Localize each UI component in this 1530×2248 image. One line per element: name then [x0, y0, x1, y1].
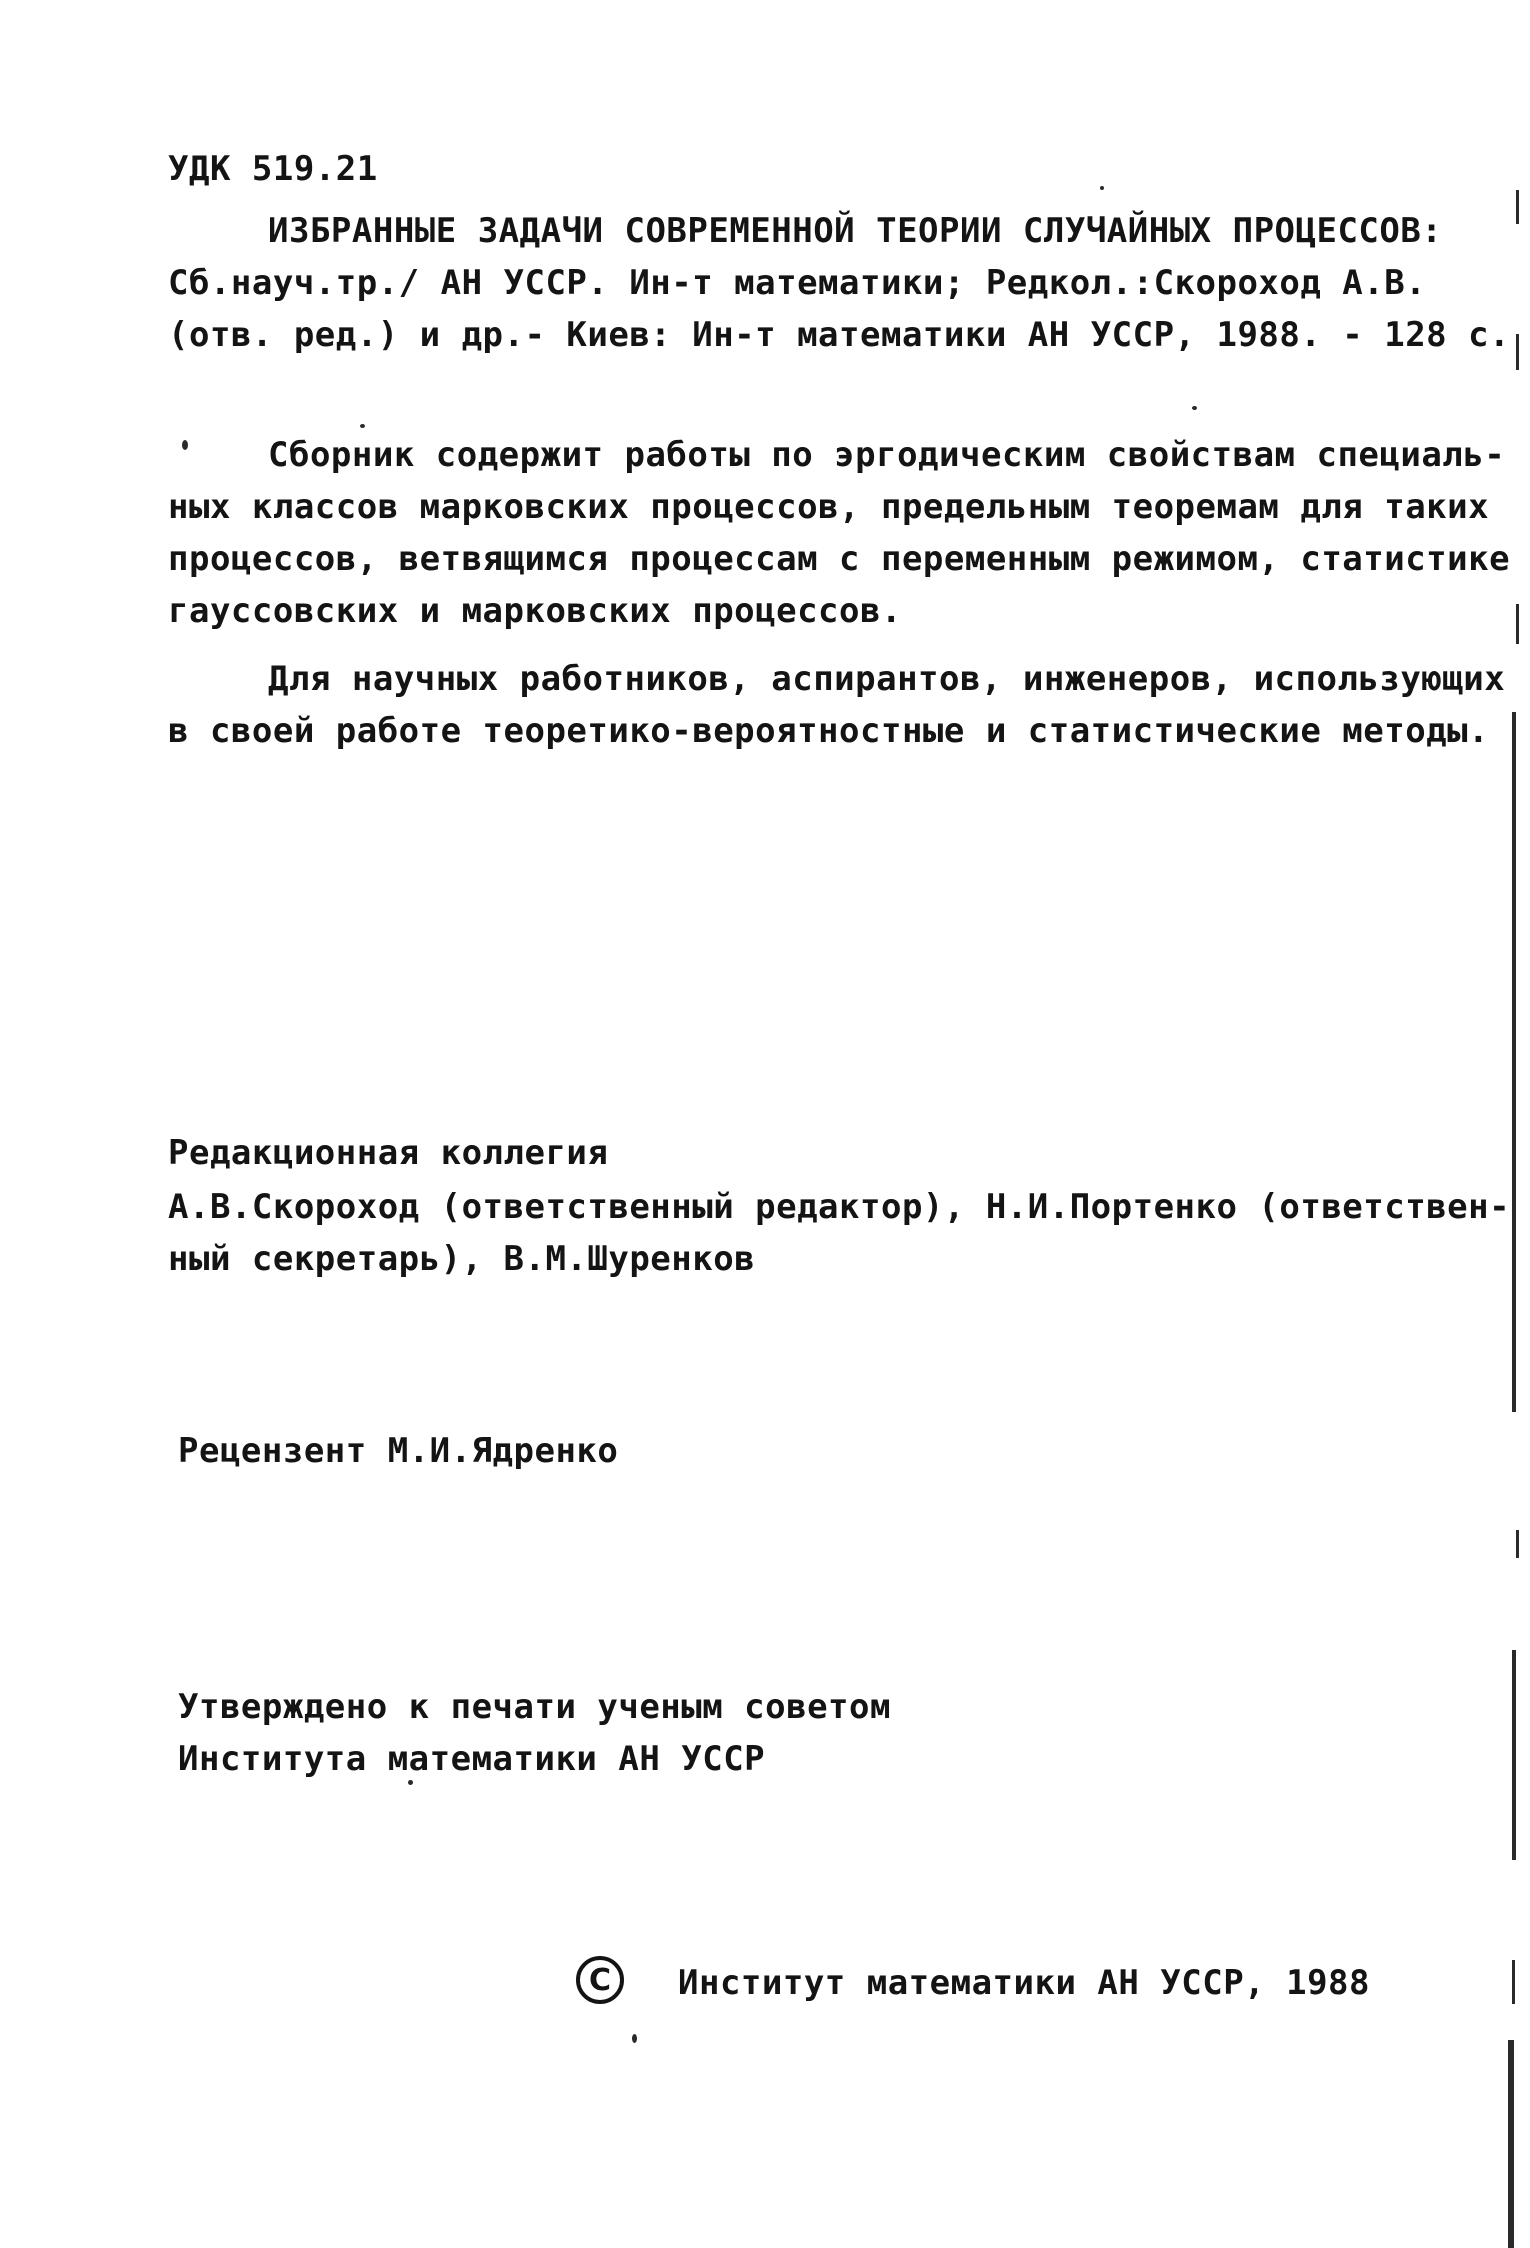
scan-speck: [360, 424, 365, 428]
scan-margin-mark: [1516, 1530, 1519, 1558]
approval-line-2: Института математики АН УССР: [178, 1739, 766, 1779]
abstract-line-3: процессов, ветвящимся процессам с переменным режимом, статистике: [168, 539, 1511, 579]
copyright-text: Институт математики АН УССР, 1988: [678, 1963, 1371, 2003]
scan-margin-mark: [1508, 2040, 1514, 2248]
reviewer-line: Рецензент М.И.Ядренко: [178, 1431, 619, 1471]
citation-line-1: ИЗБРАННЫЕ ЗАДАЧИ СОВРЕМЕННОЙ ТЕОРИИ СЛУЧАЙНЫХ ПРОЦЕССОВ:: [268, 211, 1443, 251]
abstract-line-1: Сборник содержит работы по эргодическим свойствам специаль-: [268, 435, 1506, 475]
scan-margin-mark: [1512, 712, 1516, 1412]
scan-speck: [408, 1780, 413, 1785]
citation-line-2: Сб.науч.тр./ АН УССР. Ин-т математики; Редкол.:Скороход А.В.: [168, 263, 1427, 303]
scan-margin-mark: [1516, 604, 1519, 644]
approval-line-1: Утверждено к печати ученым советом: [178, 1687, 891, 1727]
abstract-line-4: гауссовских и марковских процессов.: [168, 591, 902, 631]
udk-code: УДК 519.21: [168, 149, 378, 189]
citation-line-3: (отв. ред.) и др.- Киев: Ин-т математики АН УССР, 1988. - 128 с.: [168, 315, 1511, 355]
scan-margin-mark: [1512, 1650, 1516, 1860]
scan-speck: [182, 440, 188, 450]
editorial-board-line-1: А.В.Скороход (ответственный редактор), Н.И.Портенко (ответствен-: [168, 1187, 1511, 1227]
scan-margin-mark: [1516, 334, 1519, 370]
audience-line-2: в своей работе теоретико-вероятностные и статистические методы.: [168, 711, 1490, 751]
scan-speck: [1100, 186, 1104, 190]
scan-speck: [1192, 406, 1197, 410]
editorial-board-heading: Редакционная коллегия: [168, 1133, 609, 1173]
scan-speck: [632, 2034, 637, 2043]
scan-margin-mark: [1516, 190, 1519, 224]
audience-line-1: Для научных работников, аспирантов, инженеров, использующих: [268, 659, 1506, 699]
editorial-board-line-2: ный секретарь), В.М.Шуренков: [168, 1239, 756, 1279]
copyright-icon: C: [576, 1956, 624, 2004]
abstract-line-2: ных классов марковских процессов, предельным теоремам для таких: [168, 487, 1490, 527]
scan-margin-mark: [1512, 1960, 1515, 2004]
